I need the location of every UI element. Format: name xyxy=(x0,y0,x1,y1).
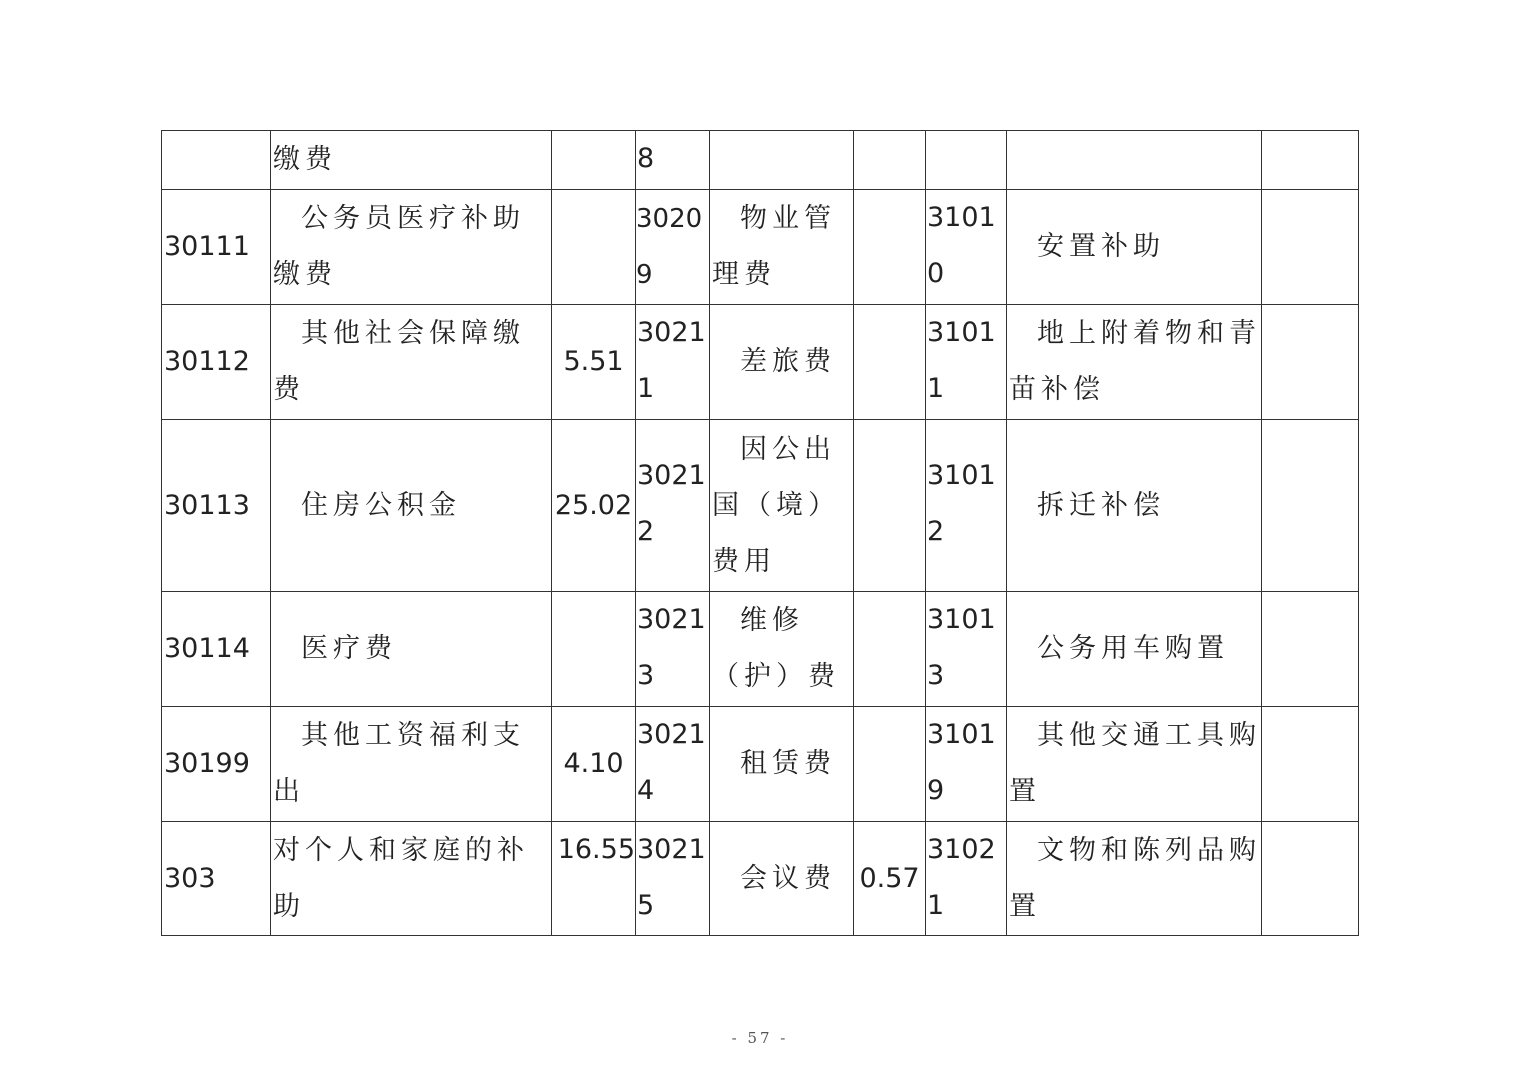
page-number: - 57 - xyxy=(731,1029,789,1047)
table-cell xyxy=(710,420,854,592)
table-cell: 4.10 xyxy=(552,707,636,822)
table-cell xyxy=(552,131,636,190)
table-cell xyxy=(710,822,854,936)
cell-text: 因公出国（境）费用 xyxy=(712,433,840,577)
table-cell xyxy=(854,305,926,420)
table-cell xyxy=(271,420,552,592)
table-cell: 30213 xyxy=(636,592,710,707)
cell-text: 住房公积金 xyxy=(301,489,461,521)
table-cell xyxy=(710,592,854,707)
cell-text: 租赁费 xyxy=(740,748,836,779)
table-cell: 30214 xyxy=(636,707,710,822)
table-cell xyxy=(1262,822,1359,936)
table-cell xyxy=(1007,707,1262,822)
table-cell xyxy=(1262,190,1359,305)
table-row xyxy=(162,822,1359,936)
table-cell xyxy=(1262,592,1359,707)
table-cell xyxy=(271,707,552,822)
table-cell: 25.02 xyxy=(552,420,636,592)
table-cell: 缴费 xyxy=(271,131,552,190)
table-cell: 30209 xyxy=(636,190,710,305)
table-cell xyxy=(1007,131,1262,190)
table-cell xyxy=(271,190,552,305)
cell-text: 地上附着物和青苗补偿 xyxy=(1009,318,1261,405)
cell-text: 公务用车购置 xyxy=(1037,633,1229,664)
table-cell xyxy=(710,131,854,190)
table-cell xyxy=(1262,305,1359,420)
table-cell: 303 xyxy=(162,822,271,936)
table-cell xyxy=(1262,420,1359,592)
table-cell xyxy=(1007,420,1262,592)
cell-text: 维修（护）费 xyxy=(712,605,840,692)
budget-table xyxy=(161,130,1359,936)
table-row xyxy=(162,190,1359,305)
cell-text: 其他工资福利支出 xyxy=(273,720,525,807)
table-cell xyxy=(854,190,926,305)
table-cell: 31010 xyxy=(926,190,1007,305)
cell-text: 拆迁补偿 xyxy=(1037,489,1165,521)
table-cell: 30199 xyxy=(162,707,271,822)
table-cell: 0.57 xyxy=(854,822,926,936)
table-cell: 31012 xyxy=(926,420,1007,592)
table-cell xyxy=(710,305,854,420)
table-cell xyxy=(854,707,926,822)
table-cell: 31011 xyxy=(926,305,1007,420)
table-cell xyxy=(1007,190,1262,305)
table-cell xyxy=(854,592,926,707)
table-row xyxy=(162,592,1359,707)
table-cell xyxy=(271,592,552,707)
table-cell: 31013 xyxy=(926,592,1007,707)
table-cell xyxy=(271,305,552,420)
table-cell xyxy=(552,592,636,707)
table-cell: 30215 xyxy=(636,822,710,936)
table-cell: 30112 xyxy=(162,305,271,420)
table-cell xyxy=(162,131,271,190)
table-cell xyxy=(1007,822,1262,936)
table-cell xyxy=(854,131,926,190)
cell-text: 其他交通工具购置 xyxy=(1009,720,1261,807)
cell-text: 其他社会保障缴费 xyxy=(273,318,525,405)
table-cell xyxy=(552,190,636,305)
cell-text: 安置补助 xyxy=(1037,231,1165,262)
table-cell: 30211 xyxy=(636,305,710,420)
table-row xyxy=(162,420,1359,592)
table-cell xyxy=(854,420,926,592)
table-cell xyxy=(1262,707,1359,822)
table-cell: 对个人和家庭的补助 xyxy=(271,822,552,936)
table-cell: 16.55 xyxy=(552,822,636,936)
table-cell xyxy=(1007,305,1262,420)
table-cell xyxy=(710,190,854,305)
table-cell: 30113 xyxy=(162,420,271,592)
cell-text: 文物和陈列品购置 xyxy=(1009,834,1261,922)
cell-text: 差旅费 xyxy=(740,346,836,377)
table-row xyxy=(162,131,1359,190)
cell-text: 公务员医疗补助缴费 xyxy=(273,203,525,290)
table-row xyxy=(162,707,1359,822)
table-cell xyxy=(1007,592,1262,707)
table-row xyxy=(162,305,1359,420)
cell-text: 会议费 xyxy=(740,862,836,894)
table-cell: 31019 xyxy=(926,707,1007,822)
table-cell: 5.51 xyxy=(552,305,636,420)
table-cell: 31021 xyxy=(926,822,1007,936)
cell-text: 物业管理费 xyxy=(712,203,836,290)
table-cell xyxy=(1262,131,1359,190)
table-cell: 30114 xyxy=(162,592,271,707)
table-cell: 30212 xyxy=(636,420,710,592)
table-cell xyxy=(926,131,1007,190)
table-cell xyxy=(710,707,854,822)
table-cell: 30111 xyxy=(162,190,271,305)
cell-text: 医疗费 xyxy=(301,633,397,664)
table-cell: 8 xyxy=(636,131,710,190)
